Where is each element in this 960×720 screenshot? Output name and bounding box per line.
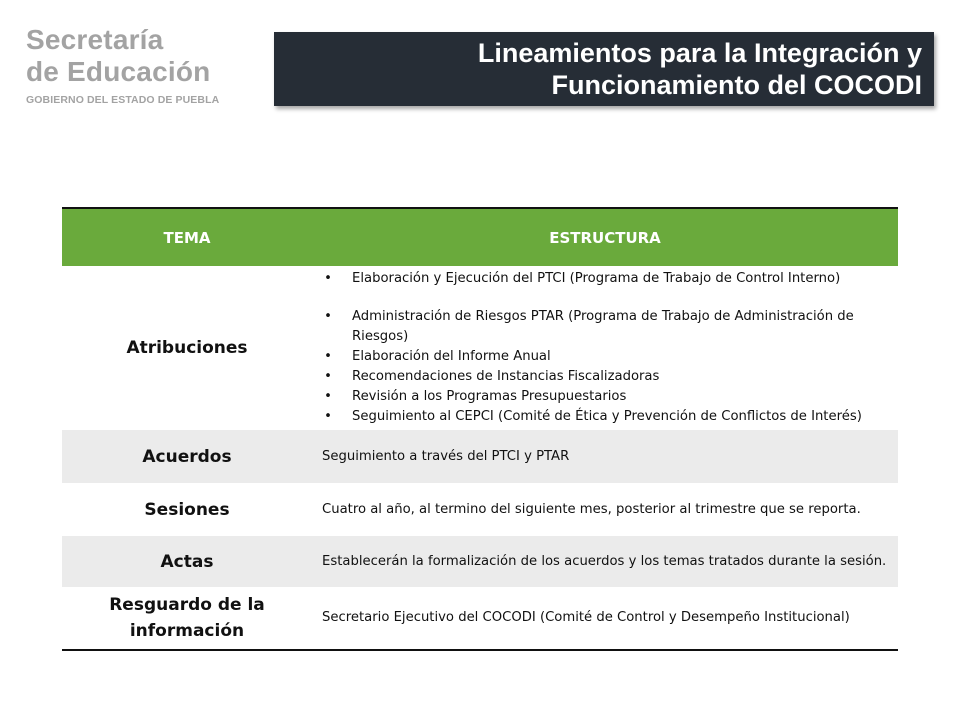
table-header-row [62,208,898,266]
list-item-text: Recomendaciones de Instancias Fiscalizadoras [352,369,660,384]
list-item [322,407,898,427]
estructura-cell: Seguimiento a través del PTCI y PTAR [322,448,570,464]
bullet-icon: • [324,409,332,424]
logo-line-2: de Educación [26,56,211,87]
estructura-cell: Establecerán la formalización de los acuerdos y los temas tratados durante la sesión. [322,553,887,569]
tema-cell: Sesiones [144,499,230,520]
bullet-icon: • [324,349,332,364]
bullet-icon: • [324,389,332,404]
tema-cell: Acuerdos [142,446,232,467]
header-tema: TEMA [163,228,211,247]
slide-title-line-2: Funcionamiento del COCODI [551,70,922,100]
bullet-icon: • [324,271,332,286]
estructura-cell: Cuatro al año, al termino del siguiente mes, posterior al trimestre que se reporta. [322,501,861,517]
table-row [62,430,898,483]
bullet-icon: • [324,369,332,384]
tema-cell: Atribuciones [126,338,248,358]
list-item-text: Elaboración y Ejecución del PTCI (Programa de Trabajo de Control Interno) [352,271,841,286]
list-item-text: Administración de Riesgos PTAR (Programa de Trabajo de Administración de Riesgos) [352,309,854,344]
list-item [322,347,898,367]
logo-line-1: Secretaría [26,24,164,55]
table-row [62,483,898,536]
header-estructura: ESTRUCTURA [549,228,661,247]
list-item [322,367,898,387]
estructura-cell: Secretario Ejecutivo del COCODI (Comité de Control y Desempeño Institucional) [322,610,850,625]
list-item [322,269,898,289]
table-row [62,587,898,650]
list-item [322,307,898,347]
list-item-text: Elaboración del Informe Anual [352,349,551,364]
table-row [62,536,898,587]
tema-cell: Actas [160,551,214,572]
secretaria-logo [26,24,219,106]
logo-subtitle: GOBIERNO DEL ESTADO DE PUEBLA [26,94,220,106]
list-item [322,387,898,407]
slide-title-box [274,32,934,106]
bullet-icon: • [324,309,332,324]
tema-cell: Resguardo de la información [109,595,265,641]
estructura-cell [312,266,898,430]
slide-title-line-1: Lineamientos para la Integración y [477,38,922,68]
list-item-text: Seguimiento al CEPCI (Comité de Ética y Prevención de Conflictos de Interés) [352,409,862,424]
list-item-text: Revisión a los Programas Presupuestarios [352,389,627,404]
cocodi-table [62,207,898,651]
atribuciones-list [322,269,898,427]
table-row [62,266,898,430]
